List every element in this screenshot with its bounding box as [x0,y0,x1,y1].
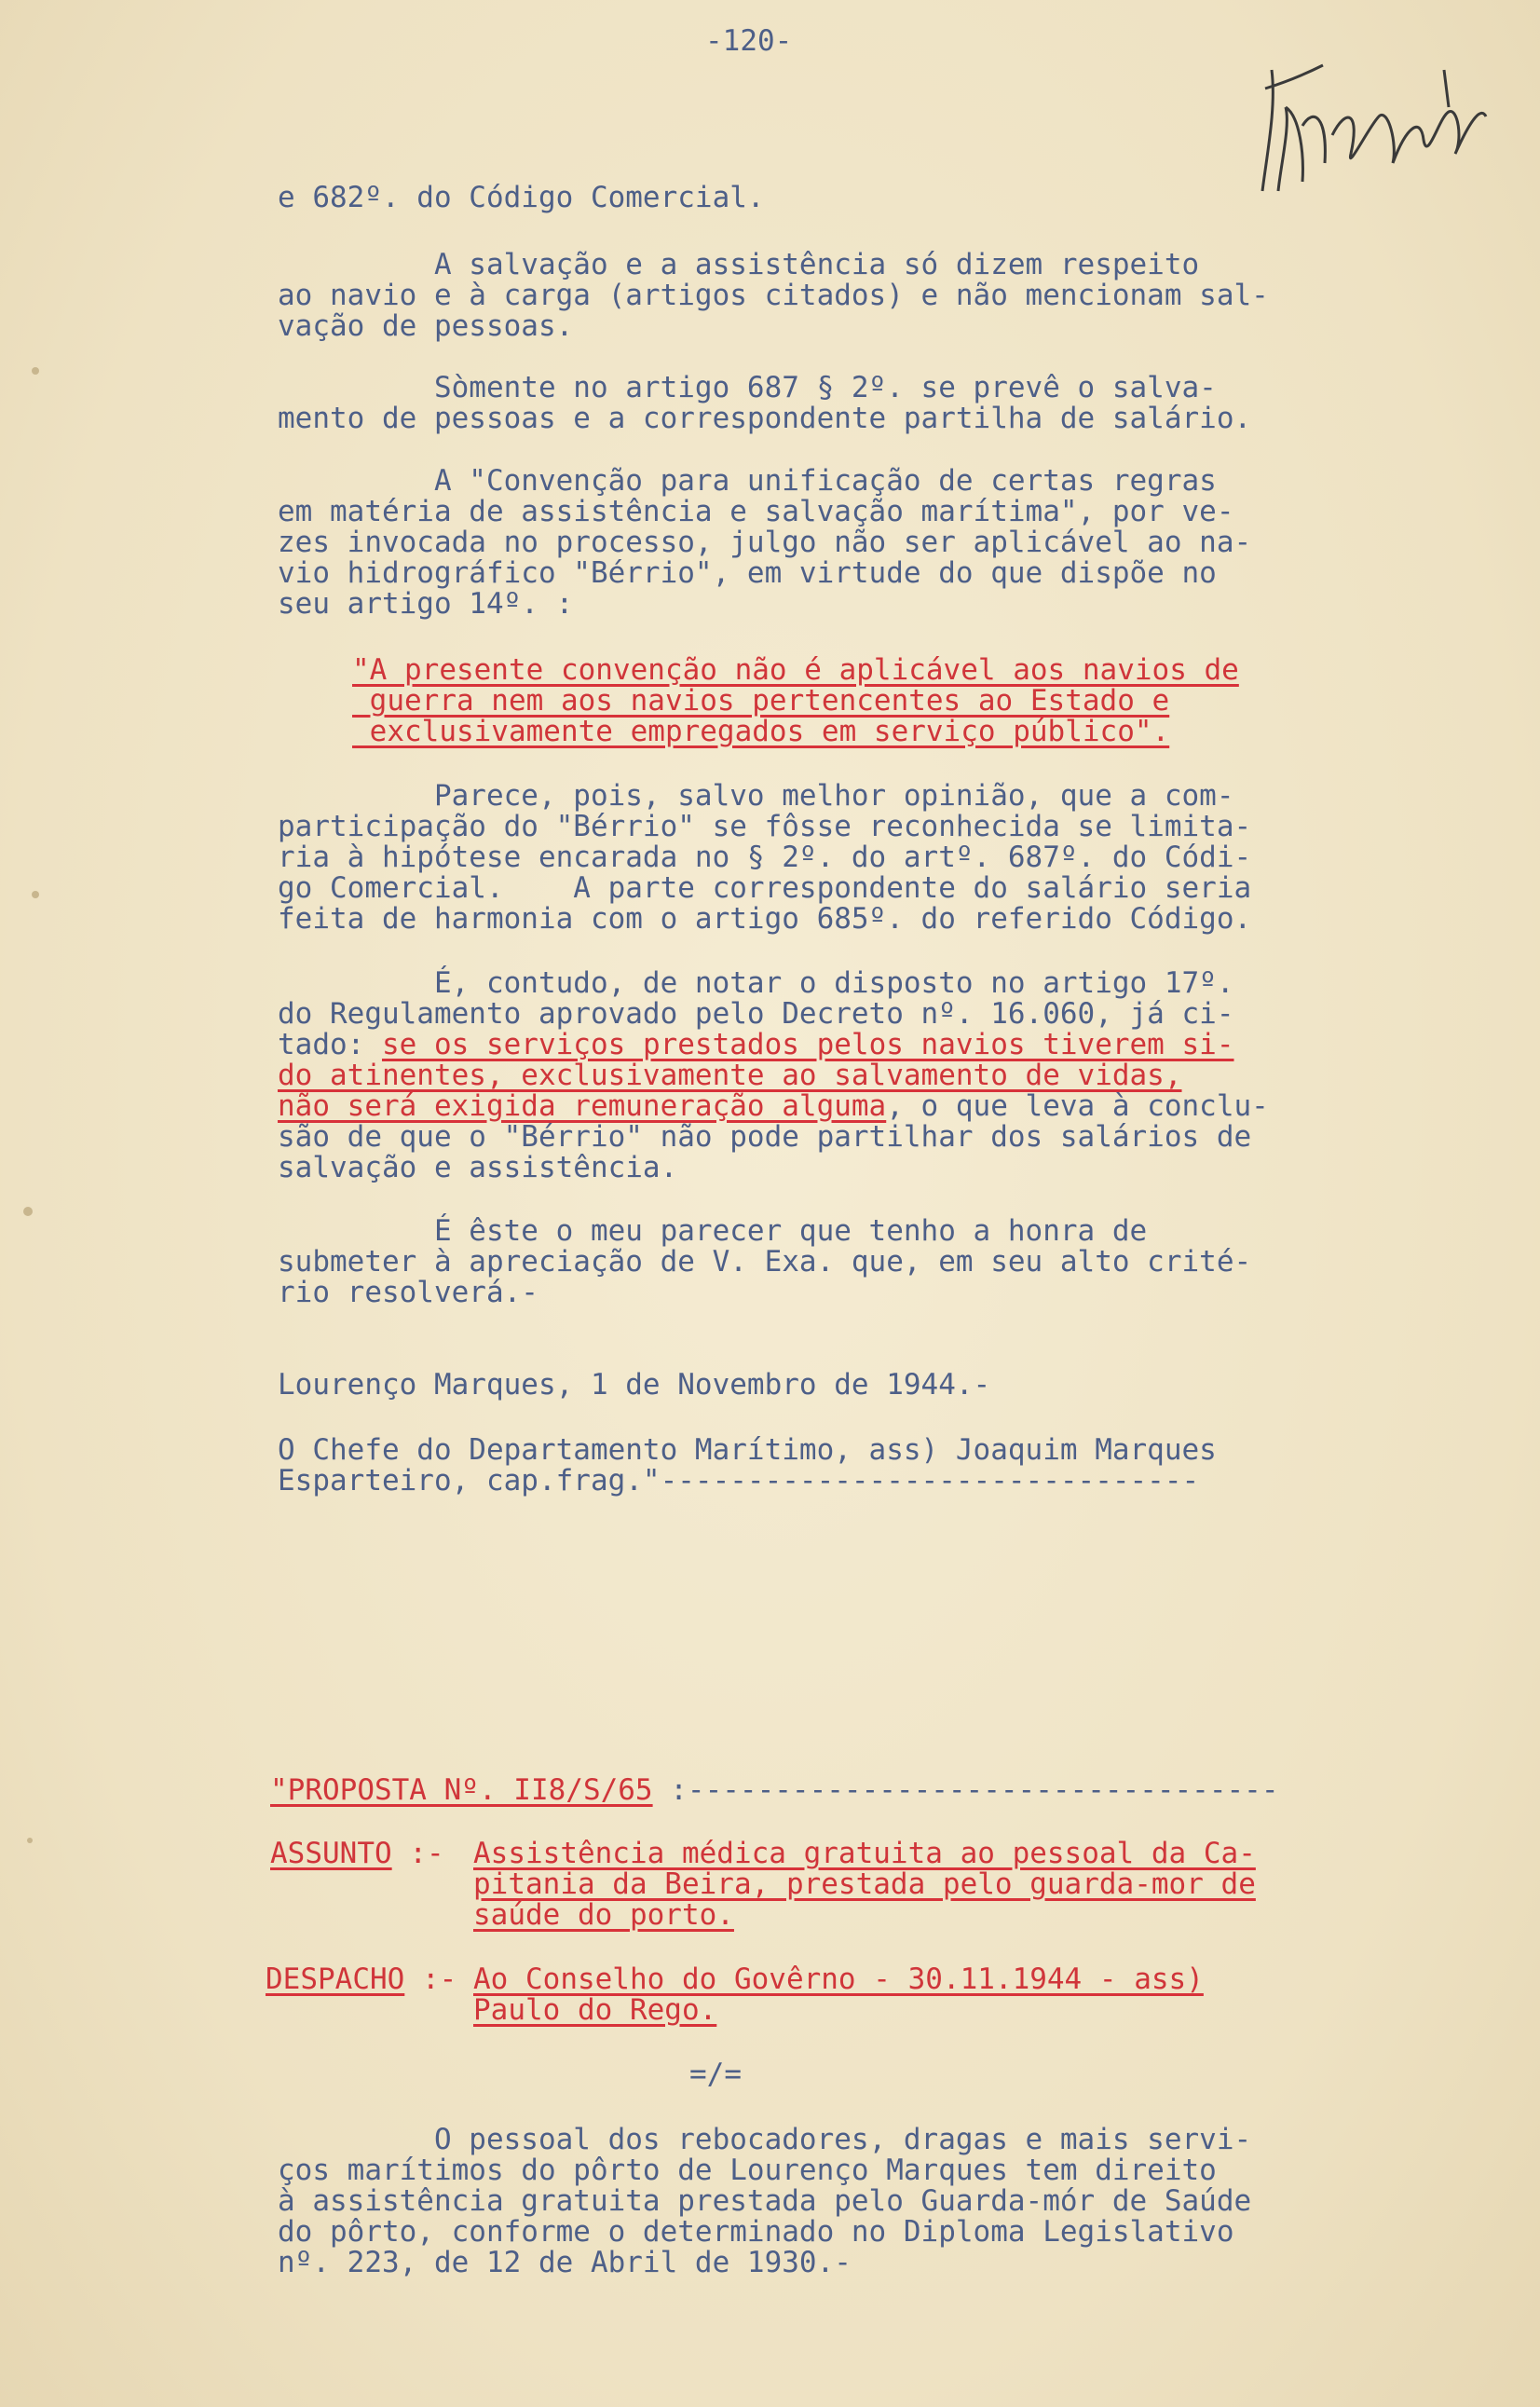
para-line: go Comercial. A parte correspondente do salário seria [278,871,1252,905]
para-line: são de que o "Bérrio" não pode partilhar dos salários de [278,1120,1252,1154]
para-line: ços marítimos do pôrto de Lourenço Marques tem direito [278,2154,1217,2187]
para-line: A "Convenção para unificação de certas regras [278,464,1217,498]
quoted-article: exclusivamente empregados em serviço público". [352,715,1170,748]
para-line: salvação e assistência. [278,1151,678,1184]
despacho-text: Paulo do Rego. [473,1993,717,2027]
para-line: Sòmente no artigo 687 § 2º. se prevê o salva- [278,371,1217,404]
proposta-dashes: :---------------------------------- [652,1773,1279,1807]
para-line: Parece, pois, salvo melhor opinião, que a com- [278,779,1234,813]
signoff-line: O Chefe do Departamento Marítimo, ass) Joaquim Marques [278,1433,1217,1467]
para-line: do pôrto, conforme o determinado no Diploma Legislativo [278,2215,1234,2249]
cited-provision: se os serviços prestados pelos navios tiverem si- [381,1028,1234,1061]
para-line [278,1030,1234,1060]
section-separator: =/= [689,2058,742,2091]
para-line: zes invocada no processo, julgo não ser aplicável ao na- [278,526,1252,559]
despacho-text: Ao Conselho do Govêrno - 30.11.1944 - ass) [473,1963,1204,1996]
para-line: e 682º. do Código Comercial. [278,181,765,214]
para-line: mento de pessoas e a correspondente partilha de salário. [278,402,1252,435]
para-line: à assistência gratuita prestada pelo Guarda-mór de Saúde [278,2184,1252,2218]
para-line: feita de harmonia com o artigo 685º. do referido Código. [278,902,1252,936]
quoted-article: "A presente convenção não é aplicável aos navios de [352,653,1239,687]
date-line: Lourenço Marques, 1 de Novembro de 1944.- [278,1368,991,1402]
proposta-header [270,1775,1279,1806]
signoff-line: Esparteiro, cap.frag."------------------------------- [278,1464,1200,1498]
para-line: ria à hipótese encarada no § 2º. do artº. 687º. do Códi- [278,841,1252,874]
assunto-text: pitania da Beira, prestada pelo guarda-mor de [473,1867,1256,1901]
binding-holes [0,0,56,2407]
para-line: seu artigo 14º. : [278,587,574,621]
quoted-article: guerra nem aos navios pertencentes ao Estado e [352,684,1170,718]
para-line [278,1091,1269,1122]
para-line: ao navio e à carga (artigos citados) e não mencionam sal- [278,279,1269,312]
cited-provision: do atinentes, exclusivamente ao salvamento de vidas, [278,1059,1182,1092]
para-line: nº. 223, de 12 de Abril de 1930.- [278,2246,852,2279]
para-line: vação de pessoas. [278,309,574,343]
para-line: É êste o meu parecer que tenho a honra de [278,1214,1148,1248]
handwritten-signature [1258,51,1491,200]
para-line: submeter à apreciação de V. Exa. que, em seu alto crité- [278,1245,1252,1279]
proposta-label: "PROPOSTA Nº. II8/S/65 [270,1773,653,1807]
para-text: , o que leva à conclu- [886,1089,1269,1123]
despacho-label: DESPACHO :- [266,1963,457,1996]
cited-provision: não será exigida remuneração alguma [278,1089,887,1123]
para-line: rio resolverá.- [278,1276,538,1309]
para-line: vio hidrográfico "Bérrio", em virtude do que dispõe no [278,556,1217,590]
para-line: em matéria de assistência e salvação marítima", por ve- [278,495,1234,528]
assunto-label: ASSUNTO :- [270,1837,462,1870]
para-line: O pessoal dos rebocadores, dragas e mais servi- [278,2123,1252,2156]
assunto-text: Assistência médica gratuita ao pessoal da Ca- [473,1837,1256,1870]
cited-label: tado: [278,1028,382,1061]
para-line: participação do "Bérrio" se fôsse reconhecida se limita- [278,810,1252,843]
para-line: A salvação e a assistência só dizem respeito [278,248,1200,281]
para-line: É, contudo, de notar o disposto no artigo 17º. [278,966,1234,1000]
assunto-text: saúde do porto. [473,1898,734,1932]
page-number: -120- [705,24,793,58]
para-line: do Regulamento aprovado pelo Decreto nº. 16.060, já ci- [278,997,1234,1031]
